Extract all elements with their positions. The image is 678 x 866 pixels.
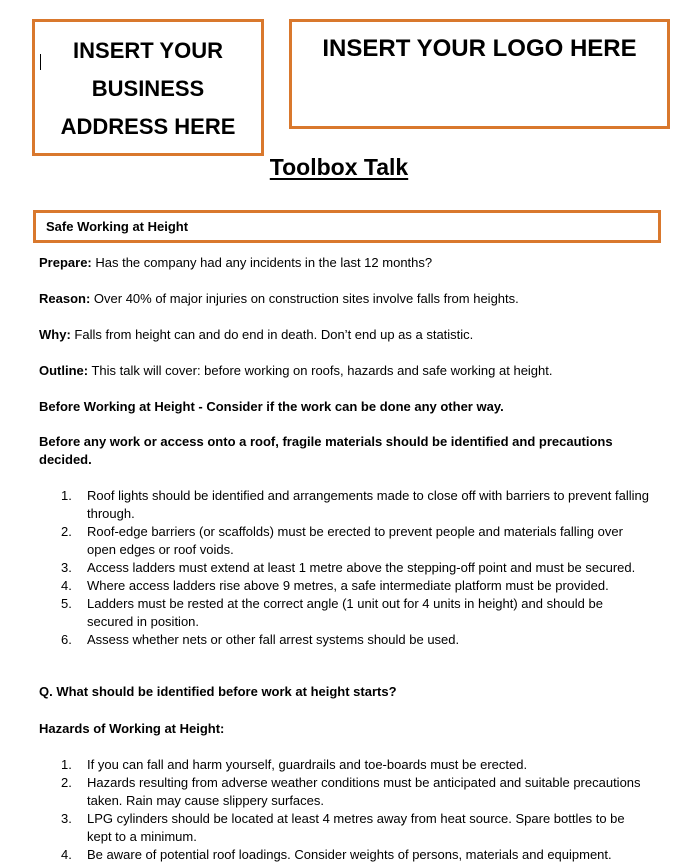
- list-number: 4.: [61, 847, 72, 862]
- list-number: 4.: [61, 578, 72, 593]
- text-cursor: [40, 54, 41, 70]
- list-number: 3.: [61, 811, 72, 826]
- prepare-label: Prepare:: [39, 255, 92, 270]
- topic-box[interactable]: [33, 210, 661, 243]
- list-item-text: Access ladders must extend at least 1 metre above the stepping-off point and must be secured.: [87, 560, 636, 575]
- address-line-3: ADDRESS HERE: [60, 114, 236, 139]
- list-item: [39, 774, 649, 810]
- list-number: 2.: [61, 775, 72, 790]
- list-item-text: Ladders must be rested at the correct angle (1 unit out for 4 units in height) and should be secured in position.: [87, 596, 603, 629]
- list-item-text: Roof lights should be identified and arrangements made to close off with barriers to prevent falling through.: [87, 488, 649, 521]
- list-item-text: Be aware of potential roof loadings. Consider weights of persons, materials and equipment.: [87, 847, 612, 862]
- list-item: [39, 631, 649, 649]
- list-number: 2.: [61, 524, 72, 539]
- before-roof-paragraph: Before any work or access onto a roof, fragile materials should be identified and precautions decided.: [39, 434, 613, 467]
- why-text: Falls from height can and do end in death. Don’t end up as a statistic.: [70, 327, 474, 342]
- list-item-text: LPG cylinders should be located at least 4 metres away from heat source. Spare bottles to be kept to a minimum.: [87, 811, 625, 844]
- logo-box[interactable]: [289, 19, 670, 129]
- outline-paragraph: [39, 362, 649, 380]
- list-item: [39, 577, 649, 595]
- list-item: [39, 756, 649, 774]
- page-title-text: Toolbox Talk: [269, 154, 409, 180]
- hazards-heading: Hazards of Working at Height:: [39, 721, 225, 736]
- list-number: 1.: [61, 757, 72, 772]
- prepare-text: Has the company had any incidents in the last 12 months?: [91, 255, 433, 270]
- address-line-1: INSERT YOUR: [73, 38, 223, 63]
- topic-text: Safe Working at Height: [46, 219, 189, 234]
- question-paragraph: Q. What should be identified before work at height starts?: [39, 684, 397, 699]
- logo-placeholder-text: INSERT YOUR LOGO HERE: [322, 35, 637, 62]
- list-item-text: Assess whether nets or other fall arrest systems should be used.: [87, 632, 460, 647]
- prepare-paragraph: [39, 254, 649, 272]
- hazards-list: [39, 756, 649, 864]
- why-paragraph: [39, 326, 649, 344]
- list-item: [39, 523, 649, 559]
- outline-text: This talk will cover: before working on roofs, hazards and safe working at height.: [88, 363, 553, 378]
- list-number: 1.: [61, 488, 72, 503]
- reason-paragraph: [39, 290, 649, 308]
- list-number: 3.: [61, 560, 72, 575]
- list-number: 6.: [61, 632, 72, 647]
- list-item: [39, 559, 649, 577]
- reason-text: Over 40% of major injuries on construction sites involve falls from heights.: [90, 291, 519, 306]
- why-label: Why:: [39, 327, 71, 342]
- list-item: [39, 595, 649, 631]
- address-line-2: BUSINESS: [91, 76, 205, 101]
- list-item: [39, 846, 649, 864]
- list-number: 5.: [61, 596, 72, 611]
- before-heading: Before Working at Height - Consider if the work can be done any other way.: [39, 399, 504, 414]
- list-item-text: Where access ladders rise above 9 metres, a safe intermediate platform must be provided.: [87, 578, 609, 593]
- list-item: [39, 487, 649, 523]
- precautions-list: [39, 487, 649, 649]
- list-item-text: Hazards resulting from adverse weather conditions must be anticipated and suitable precautions taken. Rain may cause slippery surfaces.: [87, 775, 641, 808]
- business-address-box[interactable]: [32, 19, 264, 156]
- list-item-text: If you can fall and harm yourself, guardrails and toe-boards must be erected.: [87, 757, 528, 772]
- reason-label: Reason:: [39, 291, 91, 306]
- list-item-text: Roof-edge barriers (or scaffolds) must be erected to prevent people and materials falling over open edges or roof voids.: [87, 524, 623, 557]
- page-title: [0, 154, 678, 181]
- outline-label: Outline:: [39, 363, 89, 378]
- list-item: [39, 810, 649, 846]
